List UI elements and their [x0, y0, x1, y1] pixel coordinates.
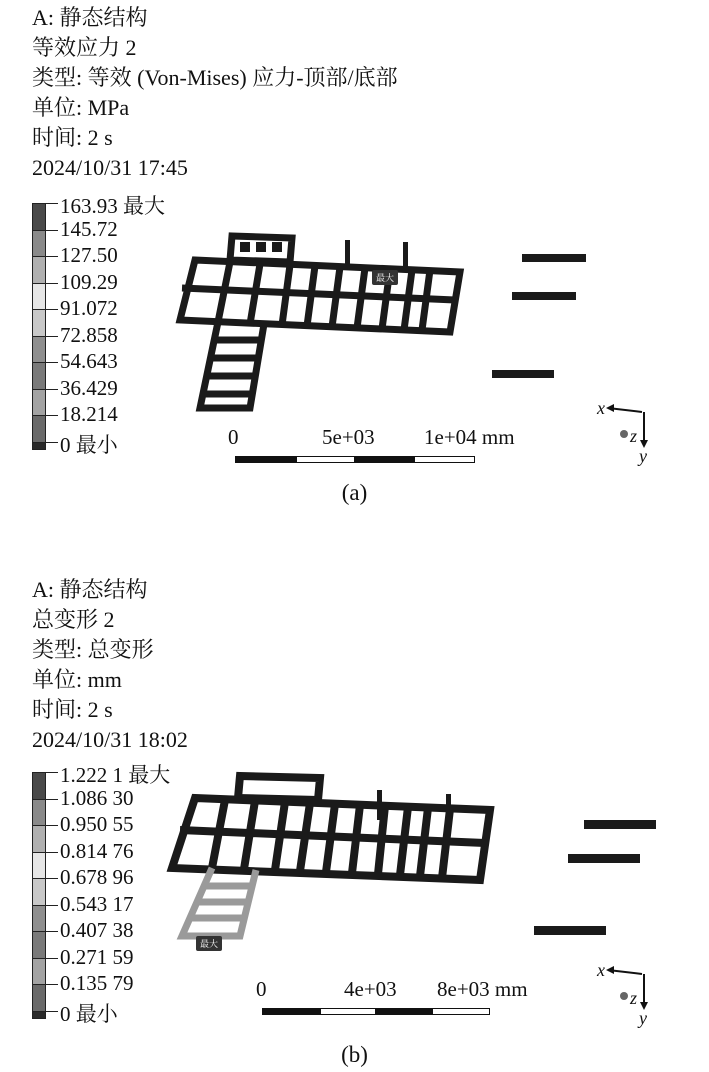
result-time: 时间: 2 s — [32, 125, 113, 150]
legend-label: 18.214 — [60, 402, 118, 426]
legend-label: 127.50 — [60, 243, 118, 267]
legend-tick — [46, 230, 58, 231]
panel-b — [0, 572, 709, 1072]
result-timestamp: 2024/10/31 17:45 — [32, 155, 188, 180]
scale-label-0: 0 — [228, 425, 239, 449]
result-type: 类型: 等效 (Von-Mises) 应力-顶部/底部 — [32, 65, 398, 90]
legend-tick — [46, 931, 58, 932]
legend-swatch — [32, 415, 46, 443]
legend-swatch — [32, 203, 46, 231]
legend-label: 0.950 55 — [60, 812, 134, 836]
legend-label: 0 最小 — [60, 432, 118, 457]
scale-label-mid: 5e+03 — [322, 425, 375, 449]
deformation-model-view — [160, 768, 670, 958]
legend-swatch — [32, 309, 46, 337]
result-timestamp: 2024/10/31 18:02 — [32, 727, 188, 752]
result-type: 类型: 总变形 — [32, 637, 154, 662]
legend-swatch — [32, 1011, 46, 1019]
legend-tick — [46, 442, 58, 443]
legend-swatch — [32, 905, 46, 933]
z-axis-label: z — [630, 426, 638, 446]
legend-tick — [46, 309, 58, 310]
legend-tick — [46, 772, 58, 773]
analysis-title: A: 静态结构 — [32, 577, 148, 602]
scale-label-max: 1e+04 mm — [424, 425, 515, 449]
legend-swatch — [32, 799, 46, 827]
result-name: 等效应力 2 — [32, 35, 137, 60]
legend-swatch — [32, 442, 46, 450]
legend-swatch — [32, 931, 46, 959]
y-axis-label: y — [639, 1008, 647, 1028]
panel-a — [0, 0, 709, 530]
result-unit: 单位: MPa — [32, 95, 130, 120]
result-unit: 单位: mm — [32, 667, 122, 692]
legend-tick — [46, 825, 58, 826]
scale-label-0: 0 — [256, 977, 267, 1001]
legend-label: 54.643 — [60, 349, 118, 373]
scale-label-max: 8e+03 mm — [437, 977, 528, 1001]
legend-label: 0.271 59 — [60, 944, 134, 969]
caption: (a) — [341, 480, 368, 505]
legend-label: 91.072 — [60, 296, 118, 320]
legend-label: 109.29 — [60, 269, 118, 294]
legend-label: 163.93 最大 — [60, 194, 165, 218]
legend-tick — [46, 389, 58, 390]
legend-tick — [46, 878, 58, 879]
legend-label: 36.429 — [60, 375, 118, 400]
legend-swatch — [32, 389, 46, 417]
legend-swatch — [32, 958, 46, 986]
legend-swatch — [32, 984, 46, 1012]
x-axis-label: x — [597, 960, 605, 980]
legend-tick — [46, 415, 58, 416]
z-axis-label: z — [630, 988, 638, 1008]
legend-tick — [46, 256, 58, 257]
legend-tick — [46, 799, 58, 800]
legend-tick — [46, 905, 58, 906]
legend-label: 145.72 — [60, 216, 118, 241]
legend-swatch — [32, 772, 46, 800]
legend-label: 0.678 96 — [60, 865, 134, 889]
legend-tick — [46, 984, 58, 985]
legend-label: 0.407 38 — [60, 918, 134, 942]
analysis-title: A: 静态结构 — [32, 5, 148, 30]
y-axis-label: y — [639, 446, 647, 466]
legend-swatch — [32, 283, 46, 311]
legend-tick — [46, 336, 58, 337]
legend-swatch — [32, 878, 46, 906]
legend-swatch — [32, 852, 46, 880]
legend-swatch — [32, 230, 46, 258]
legend-tick — [46, 1011, 58, 1012]
caption: (b) — [341, 1042, 368, 1067]
legend-tick — [46, 852, 58, 853]
x-axis-label: x — [597, 398, 605, 418]
legend-swatch — [32, 336, 46, 364]
legend-label: 0.814 76 — [60, 838, 134, 863]
legend-tick — [46, 958, 58, 959]
legend-swatch — [32, 825, 46, 853]
legend-tick — [46, 203, 58, 204]
scale-label-mid: 4e+03 — [344, 977, 397, 1001]
legend-label: 72.858 — [60, 322, 118, 347]
legend-label: 0 最小 — [60, 1001, 118, 1026]
result-name: 总变形 2 — [32, 607, 115, 632]
max-marker: 最大 — [196, 936, 222, 951]
legend-swatch — [32, 362, 46, 390]
legend-label: 1.086 30 — [60, 785, 134, 810]
max-marker: 最大 — [372, 270, 398, 285]
legend-swatch — [32, 256, 46, 284]
legend-tick — [46, 362, 58, 363]
legend-tick — [46, 283, 58, 284]
stress-model-view — [160, 222, 600, 422]
legend-label: 1.222 1 最大 — [60, 763, 171, 787]
legend-label: 0.135 79 — [60, 971, 134, 995]
result-time: 时间: 2 s — [32, 697, 113, 722]
legend-label: 0.543 17 — [60, 891, 134, 916]
